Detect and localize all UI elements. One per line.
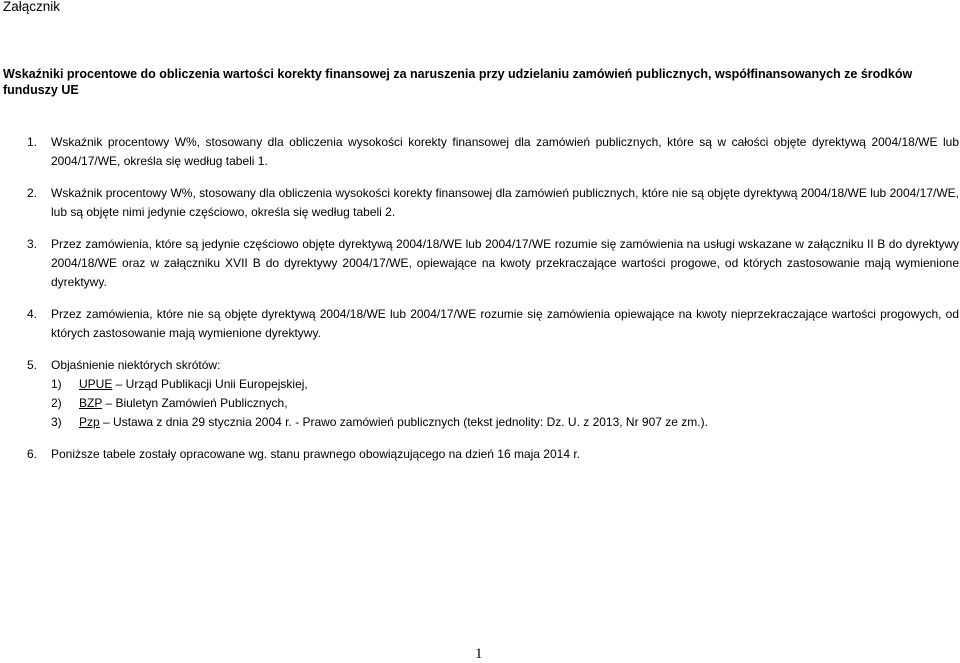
item-text: Przez zamówienia, które nie są objęte dyrektywą 2004/18/WE lub 2004/17/WE rozumie się zamówienia opiewające na kwoty nieprzekraczające wartości progowych, od których zastosowanie mają wymienione dyrektywy.: [51, 307, 959, 340]
item-text: Wskaźnik procentowy W%, stosowany dla obliczenia wysokości korekty finansowej dla zamówień publicznych, które są w całości objęte dyrektywą 2004/18/WE lub 2004/17/WE, określa się według tabeli 1.: [51, 135, 959, 168]
list-item: [27, 445, 959, 464]
numbered-list: [27, 133, 959, 464]
item-number: 3.: [27, 237, 38, 251]
abbreviation-item: [51, 375, 959, 394]
item-text: Wskaźnik procentowy W%, stosowany dla obliczenia wysokości korekty finansowej dla zamówień publicznych, które nie są objęte dyrektywą 2004/18/WE lub 2004/17/WE, lub są objęte nimi jedynie częściowo, określa się według tabeli 2.: [51, 186, 959, 219]
abbreviation-item: [51, 413, 959, 432]
abbreviation-term: Pzp: [79, 415, 100, 429]
abbreviation-description: – Ustawa z dnia 29 stycznia 2004 r. - Prawo zamówień publicznych (tekst jednolity: Dz. U. z 2013, Nr 907 ze zm.).: [99, 415, 708, 429]
document-title: Wskaźniki procentowe do obliczenia wartości korekty finansowej za naruszenia przy udzielaniu zamówień publicznych, współfinansowanych ze środków funduszy UE: [3, 67, 913, 97]
item-number: 1.: [27, 135, 38, 149]
list-item: [27, 305, 959, 343]
item-number: 4.: [27, 307, 38, 321]
abbreviation-number: 2): [51, 396, 62, 410]
abbreviation-term: UPUE: [79, 377, 113, 391]
list-item: [27, 235, 959, 292]
item-number: 5.: [27, 358, 38, 372]
item-number: 2.: [27, 186, 38, 200]
item-text: Poniższe tabele zostały opracowane wg. stanu prawnego obowiązującego na dzień 16 maja 2014 r.: [51, 447, 581, 461]
attachment-label: Załącznik: [3, 0, 61, 14]
page-number: 1: [475, 646, 483, 662]
abbreviation-description: – Biuletyn Zamówień Publicznych,: [102, 396, 288, 410]
list-item: [27, 133, 959, 171]
list-item: [27, 356, 959, 432]
abbreviation-term: BZP: [79, 396, 103, 410]
abbreviation-description: – Urząd Publikacji Unii Europejskiej,: [112, 377, 308, 391]
abbreviation-number: 1): [51, 377, 62, 391]
item-text: Objaśnienie niektórych skrótów:: [51, 358, 221, 372]
abbreviation-list: [51, 375, 959, 432]
list-item: [27, 184, 959, 222]
abbreviation-item: [51, 394, 959, 413]
item-text: Przez zamówienia, które są jedynie częściowo objęte dyrektywą 2004/18/WE lub 2004/17/WE rozumie się zamówienia na usługi wskazane w załączniku II B do dyrektywy 2004/18/WE oraz w załączniku XVII B do dyrektywy 2004/17/WE, opiewające na kwoty przekraczające wartości progowe, od których zastosowanie mają wymienione dyrektywy.: [51, 237, 959, 289]
abbreviation-number: 3): [51, 415, 62, 429]
item-number: 6.: [27, 447, 38, 461]
